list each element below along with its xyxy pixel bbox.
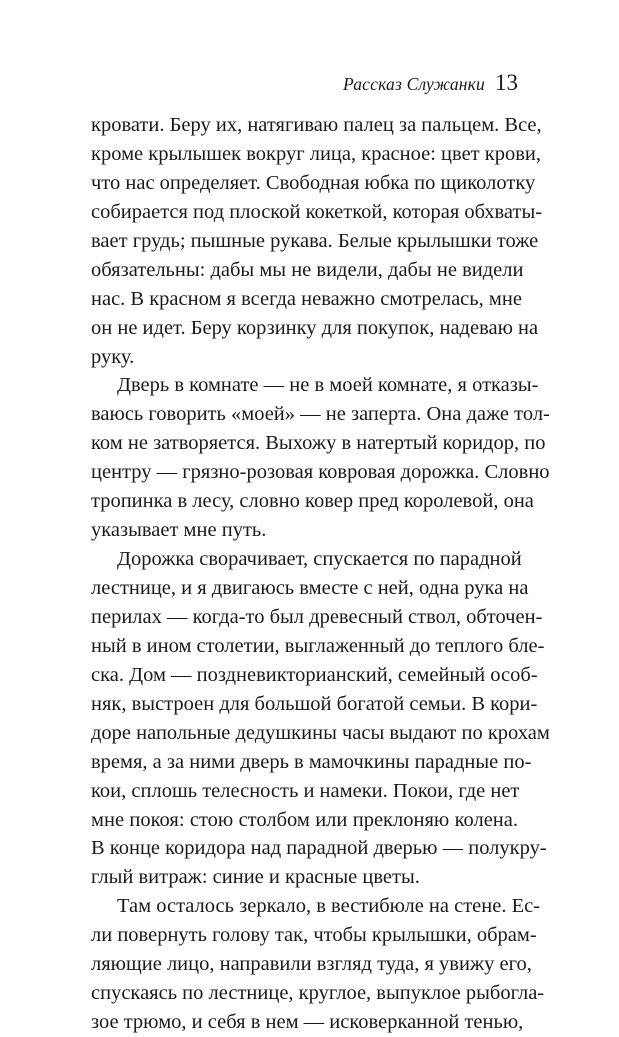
paragraph-first-line: Там осталось зеркало, в вестибюле на стене. Ес- [117, 895, 541, 918]
text-line: няк, выстроен для большой богатой семьи. В кори- [91, 692, 538, 715]
text-line: что нас определяет. Свободная юбка по щиколотку [91, 171, 536, 194]
text-line: он не идет. Беру корзинку для покупок, надеваю на [91, 316, 539, 339]
text-line: ли повернуть голову так, чтобы крылышки, обрам- [91, 924, 537, 947]
paragraph-first-line: Дверь в комнате — не в моей комнате, я отказы- [117, 374, 539, 397]
running-header [343, 70, 518, 102]
text-line: лестнице, и я двигаюсь вместе с ней, одна рука на [91, 577, 529, 599]
text-line: собирается под плоской кокеткой, которая обхваты- [91, 200, 543, 223]
text-line: ваюсь говорить «моей» — не заперта. Она даже тол- [91, 403, 550, 426]
text-line: спускаясь по лестнице, круглое, выпуклое рыбогла- [91, 982, 545, 1005]
text-line: нас. В красном я всегда неважно смотрелась, мне [91, 287, 522, 310]
text-line: перилах — когда-то был древесный ствол, обточен- [91, 605, 543, 628]
text-line: обязательны: дабы мы не видели, дабы не видели [91, 258, 524, 281]
text-line: время, а за ними дверь в мамочкины парадные по- [91, 750, 532, 773]
text-line: глый витраж: синие и красные цветы. [91, 866, 420, 889]
text-line: В конце коридора над парадной дверью — полукру- [91, 837, 547, 860]
text-line: руку. [91, 345, 135, 368]
text-line: зое трюмо, и себя в нем — исковерканной тенью, [91, 1011, 524, 1034]
text-line: ком не затворяется. Выхожу в натертый коридор, по [91, 432, 546, 455]
text-line: кои, сплошь телесность и намеки. Покои, где нет [91, 779, 520, 802]
running-title: Рассказ Служанки [342, 74, 485, 94]
text-line: ляющие лицо, направили взгляд туда, я увижу его, [91, 953, 532, 976]
text-line: кровати. Беру их, натягиваю палец за пальцем. Все, [91, 114, 542, 136]
page-number: 13 [495, 70, 518, 95]
text-line: ска. Дом — поздневикторианский, семейный особ- [91, 663, 538, 686]
text-line: тропинка в лесу, словно ковер пред королевой, она [91, 490, 534, 513]
text-line: кроме крылышек вокруг лица, красное: цвет крови, [91, 142, 541, 165]
text-line: центру — грязно-розовая ковровая дорожка. Словно [91, 461, 550, 484]
text-line: мне покоя: стою столбом или преклоняю колена. [91, 808, 518, 831]
text-line: указывает мне путь. [91, 519, 267, 542]
body-text [91, 111, 550, 1037]
text-line: вает грудь; пышные рукава. Белые крылышки тоже [91, 229, 539, 252]
text-line: доре напольные дедушкины часы выдают по крохам [91, 721, 550, 744]
text-line: ный в ином столетии, выглаженный до теплого бле- [91, 634, 545, 657]
paragraph-first-line: Дорожка сворачивает, спускается по парадной [117, 548, 522, 571]
